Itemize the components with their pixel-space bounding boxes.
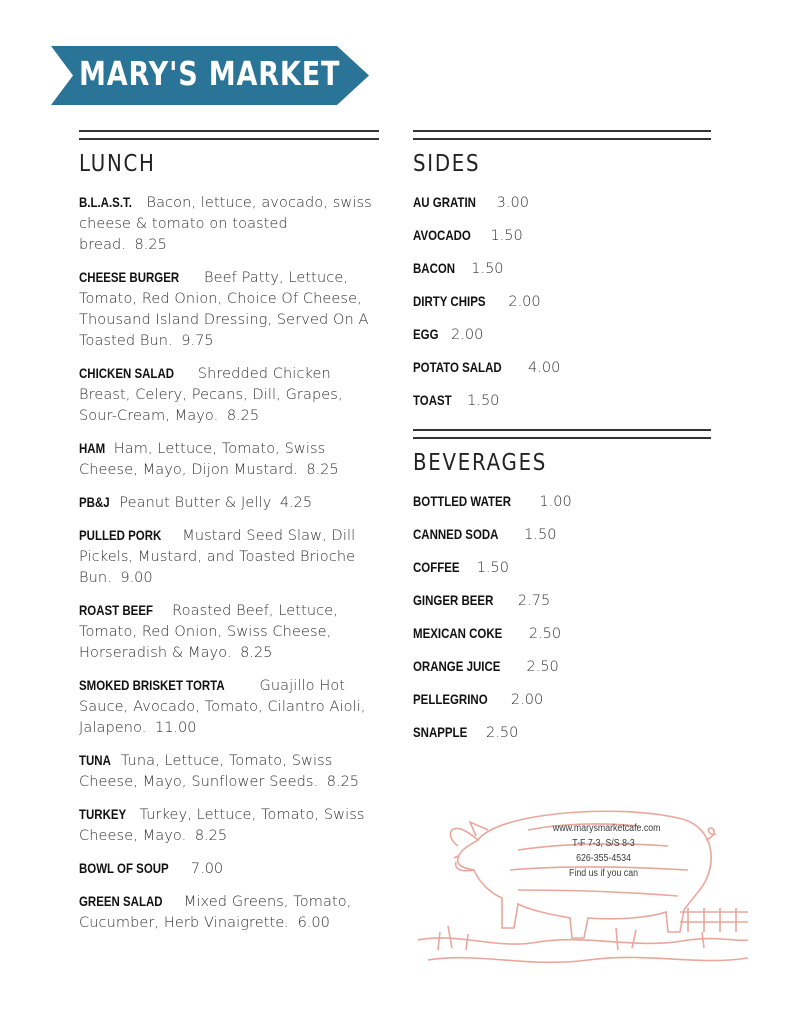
menu-item	[413, 656, 711, 689]
item-name: MEXICAN COKE	[413, 625, 503, 641]
beverages-section	[413, 429, 711, 755]
sides-list	[413, 192, 711, 423]
pig-illustration	[418, 800, 748, 970]
item-price: 3.00	[496, 195, 529, 211]
item-name: BOWL OF SOUP	[79, 860, 169, 876]
contact-info	[552, 821, 661, 881]
item-name: SNAPPLE	[413, 724, 468, 740]
item-name: CANNED SODA	[413, 526, 499, 542]
item-name: ROAST BEEF	[79, 602, 153, 618]
lunch-title: LUNCH	[79, 151, 156, 177]
hours-text: T-F 7-3, S/S 8-3	[572, 838, 635, 849]
item-price: 2.50	[486, 725, 519, 741]
item-price: 8.25	[194, 828, 228, 844]
section-divider	[79, 130, 379, 140]
item-name: TURKEY	[79, 806, 127, 822]
item-description: Beef Patty, Lettuce, Tomato, Red Onion, Choice Of Cheese, Thousand Island Dressing, Served On A Toasted Bun.	[79, 270, 369, 349]
menu-item	[413, 291, 711, 324]
item-price: 9.75	[181, 333, 214, 349]
menu-item	[79, 804, 379, 847]
item-name: SMOKED BRISKET TORTA	[79, 677, 225, 693]
menu-item	[413, 623, 711, 656]
sides-section	[413, 130, 711, 423]
item-name: HAM	[79, 440, 106, 456]
section-divider	[413, 429, 711, 439]
item-name: GINGER BEER	[413, 592, 494, 608]
menu-item	[413, 225, 711, 258]
item-price: 6.00	[297, 915, 330, 931]
menu-item	[413, 390, 711, 423]
item-description: Mixed Greens, Tomato, Cucumber, Herb Vinaigrette.	[79, 894, 352, 931]
item-name: POTATO SALAD	[413, 359, 502, 375]
item-price: 4.00	[528, 360, 561, 376]
menu-item	[79, 525, 379, 589]
item-price: 1.50	[524, 527, 557, 543]
item-name: AVOCADO	[413, 227, 471, 243]
menu-item	[413, 491, 711, 524]
item-price: 2.75	[517, 593, 551, 609]
item-name: PELLEGRINO	[413, 691, 488, 707]
item-description: Ham, Lettuce, Tomato, Swiss Cheese, Mayo, Dijon Mustard.	[79, 441, 326, 478]
item-name: GREEN SALAD	[79, 893, 163, 909]
item-price: 1.50	[467, 393, 500, 409]
menu-item	[413, 357, 711, 390]
menu-item	[413, 258, 711, 291]
item-price: 8.25	[326, 774, 360, 790]
website-text: www.marysmarketcafe.com	[552, 823, 661, 834]
page-title: MARY'S MARKET	[79, 54, 341, 93]
menu-item	[413, 590, 711, 623]
beverages-list	[413, 491, 711, 755]
item-name: PB&J	[79, 494, 110, 510]
item-name: BOTTLED WATER	[413, 493, 512, 509]
menu-item	[413, 557, 711, 590]
item-description: Bacon, lettuce, avocado, swiss cheese & tomato on toasted bread.	[79, 195, 372, 253]
section-divider	[413, 130, 711, 140]
menu-item	[413, 524, 711, 557]
lunch-list	[79, 192, 379, 934]
item-name: BACON	[413, 260, 456, 276]
beverages-title: BEVERAGES	[413, 450, 548, 476]
item-name: TOAST	[413, 392, 452, 408]
menu-item	[79, 750, 379, 793]
menu-item	[413, 689, 711, 722]
item-name: DIRTY CHIPS	[413, 293, 486, 309]
menu-item	[79, 492, 379, 514]
item-name: ORANGE JUICE	[413, 658, 501, 674]
item-description: Turkey, Lettuce, Tomato, Swiss Cheese, Mayo.	[79, 807, 365, 844]
item-price: 2.00	[510, 692, 544, 708]
menu-item	[79, 267, 379, 352]
item-name: CHEESE BURGER	[79, 269, 180, 285]
item-price: 8.25	[134, 237, 167, 253]
item-price: 4.25	[279, 495, 313, 511]
item-price: 1.00	[539, 494, 572, 510]
sides-title: SIDES	[413, 151, 481, 177]
item-price: 2.50	[528, 626, 562, 642]
item-price: 8.25	[226, 408, 260, 424]
item-name: AU GRATIN	[413, 194, 476, 210]
item-price: 1.50	[471, 261, 504, 277]
menu-item	[413, 324, 711, 357]
item-description: Tuna, Lettuce, Tomato, Swiss Cheese, Mayo, Sunflower Seeds.	[79, 753, 333, 790]
item-price: 2.00	[451, 327, 484, 343]
item-price: 1.50	[490, 228, 523, 244]
item-price: 2.00	[508, 294, 541, 310]
menu-item	[79, 600, 379, 664]
item-name: B.L.A.S.T.	[79, 194, 132, 210]
menu-item	[413, 192, 711, 225]
item-description: Peanut Butter & Jelly	[119, 495, 272, 511]
lunch-section	[79, 130, 379, 945]
item-price: 7.00	[190, 861, 224, 877]
menu-item	[79, 675, 379, 739]
item-name: EGG	[413, 326, 439, 342]
item-price: 9.00	[120, 570, 153, 586]
item-description: Mustard Seed Slaw, Dill Pickels, Mustard, and Toasted Brioche Bun.	[79, 528, 356, 586]
item-name: CHICKEN SALAD	[79, 365, 175, 381]
item-name: PULLED PORK	[79, 527, 162, 543]
item-description: Shredded Chicken Breast, Celery, Pecans, Dill, Grapes, Sour-Cream, Mayo.	[79, 366, 343, 424]
item-description: Guajillo Hot Sauce, Avocado, Tomato, Cilantro Aioli, Jalapeno.	[79, 678, 366, 736]
item-name: TUNA	[79, 752, 111, 768]
tagline-text: Find us if you can	[569, 868, 638, 879]
item-price: 8.25	[306, 462, 339, 478]
menu-item	[79, 192, 379, 256]
item-name: COFFEE	[413, 559, 460, 575]
menu-item	[79, 438, 379, 481]
item-price: 1.50	[476, 560, 509, 576]
item-description: Roasted Beef, Lettuce, Tomato, Red Onion, Swiss Cheese, Horseradish & Mayo.	[79, 603, 338, 661]
menu-item	[413, 722, 711, 755]
menu-item	[79, 858, 379, 880]
menu-item	[79, 891, 379, 934]
item-price: 2.50	[526, 659, 559, 675]
item-price: 11.00	[154, 720, 197, 736]
item-price: 8.25	[240, 645, 273, 661]
phone-text: 626-355-4534	[576, 853, 631, 864]
menu-item	[79, 363, 379, 427]
